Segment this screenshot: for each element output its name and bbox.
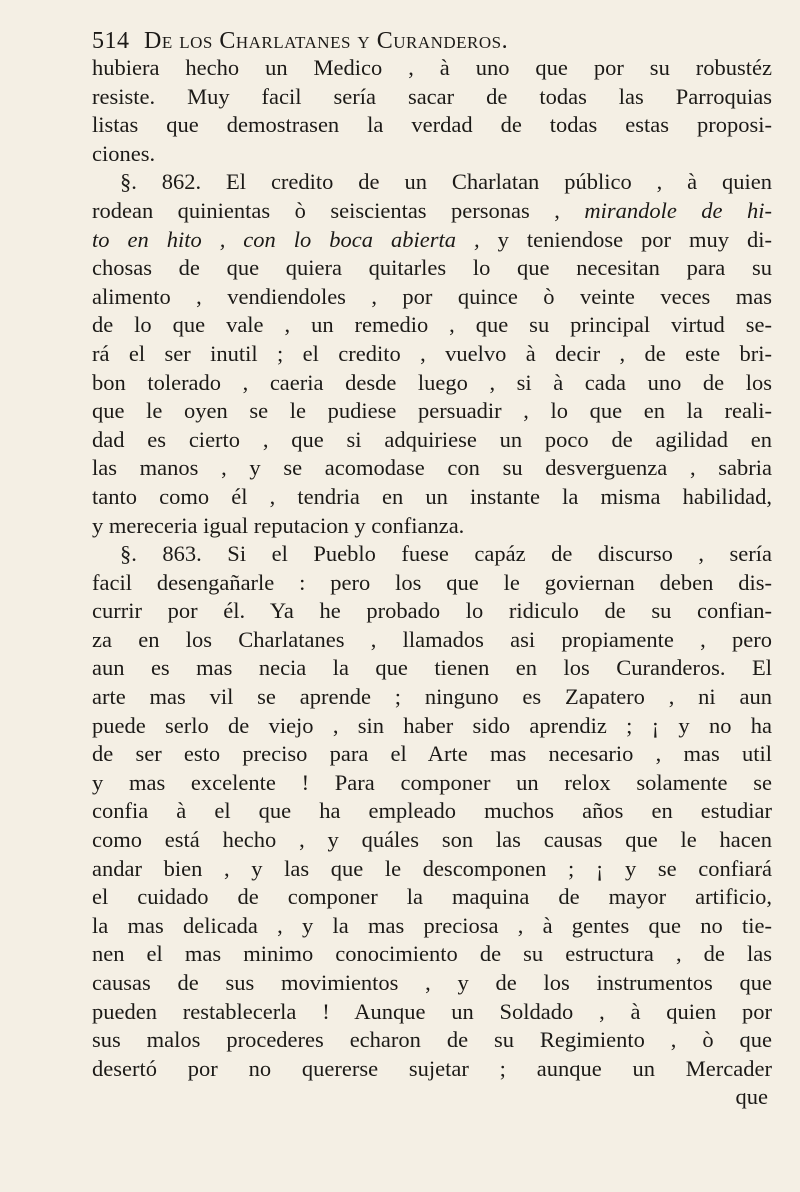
text-line: arte mas vil se aprende ; ninguno es Zapatero , ni aun [92,684,772,710]
text-line: dad es cierto , que si adquiriese un poco de agilidad en [92,426,772,452]
text-line: desertó por no quererse sujetar ; aunque un Mercader [92,1055,772,1081]
text-line: el cuidado de componer la maquina de mayor artificio, [92,884,772,910]
text-line: currir por él. Ya he probado lo ridiculo de su confian- [92,598,772,624]
catchword: que [735,1084,768,1110]
text-line: y mereceria igual reputacion y confianza. [92,512,465,538]
paragraph-863-start: §. 863. Si el Pueblo fuese capáz de discurso , sería [120,541,772,567]
text-line: y mas excelente ! Para componer un relox solamente se [92,769,772,795]
text-line: que le oyen se le pudiese persuadir , lo que en la reali- [92,398,772,424]
italic-segment: to en hito , con lo boca abierta , [92,226,480,252]
text-line: rá el ser inutil ; el credito , vuelvo à decir , de este bri- [92,340,772,366]
text-line: causas de sus movimientos , y de los instrumentos que [92,970,772,995]
text-line: sus malos procederes echaron de su Regimiento , ò que [92,1027,772,1053]
text-line: ciones. [92,140,156,166]
text-line: la mas delicada , y la mas preciosa , à gentes que no tie- [92,912,772,938]
text-line: de ser esto preciso para el Arte mas necesario , mas util [92,741,772,767]
text-line: puede serlo de viejo , sin haber sido aprendiz ; ¡ y no ha [92,712,772,738]
text-line-with-italic [92,226,772,255]
running-header [92,28,772,55]
paragraph-862-start: §. 862. El credito de un Charlatan público , à quien [120,169,772,195]
text-line: facil desengañarle : pero los que le goviernan deben dis- [92,569,772,595]
text-line: resiste. Muy facil sería sacar de todas las Parroquias [92,83,772,109]
text-line: chosas de que quiera quitarles lo que necesitan para su [92,255,772,281]
text-line: za en los Charlatanes , llamados asi propiamente , pero [92,626,772,652]
text-line: confia à el que ha empleado muchos años en estudiar [92,798,772,824]
text-line: hubiera hecho un Medico , à uno que por su robustéz [92,55,772,80]
text-line: listas que demostrasen la verdad de todas estas proposi- [92,112,772,138]
text-line: tanto como él , tendria en un instante la misma habilidad, [92,483,772,509]
text-line: como está hecho , y quáles son las causas que le hacen [92,827,772,853]
text-segment: rodean quinientas ò seiscientas personas , [92,197,560,223]
text-line: nen el mas minimo conocimiento de su estructura , de las [92,941,772,967]
body-text [92,54,772,1112]
text-line: pueden restablecerla ! Aunque un Soldado , à quien por [92,998,772,1024]
text-segment: y teniendose por muy di- [497,226,772,252]
text-line: las manos , y se acomodase con su desverguenza , sabria [92,455,772,481]
text-line: alimento , vendiendoles , por quince ò veinte veces mas [92,283,772,309]
text-line-with-italic [92,197,772,226]
text-line: andar bien , y las que le descomponen ; ¡ y se confiará [92,855,772,881]
page-number: 514 [92,28,130,54]
italic-segment: mirandole de hi- [584,197,772,223]
text-line: de lo que vale , un remedio , que su principal virtud se- [92,312,772,338]
text-line: bon tolerado , caeria desde luego , si à cada uno de los [92,369,772,395]
running-title: De los Charlatanes y Curanderos. [144,28,509,54]
text-line: aun es mas necia la que tienen en los Curanderos. El [92,655,772,681]
